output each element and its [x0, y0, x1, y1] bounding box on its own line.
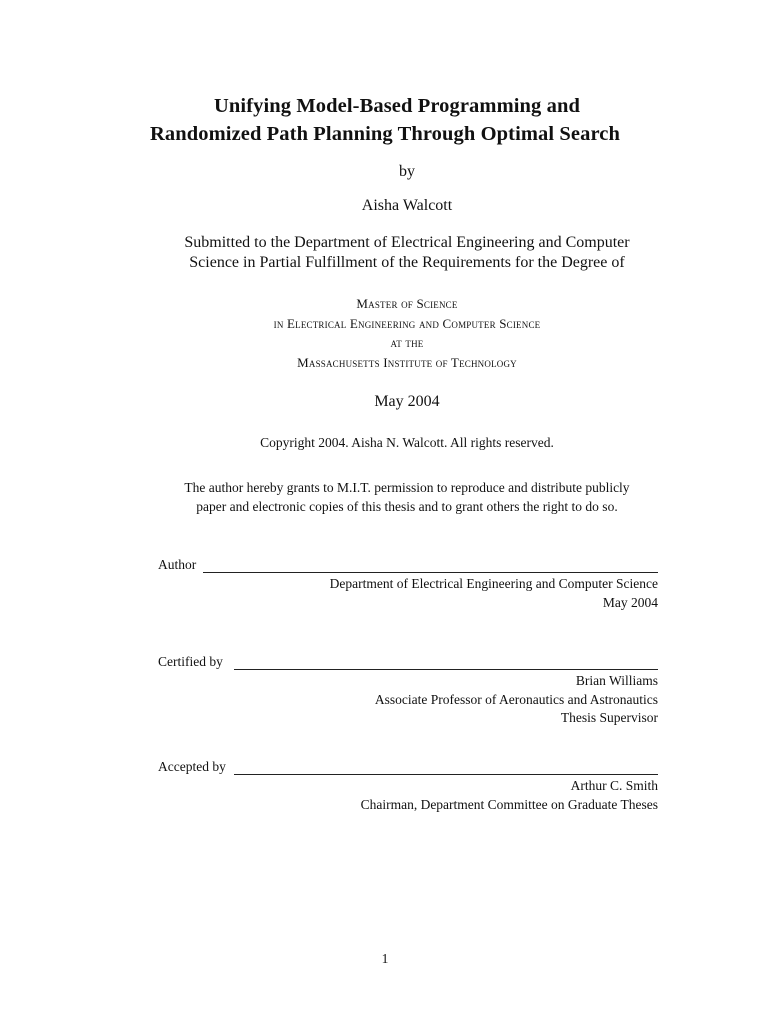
thesis-title-line-2: Randomized Path Planning Through Optimal Search [149, 123, 621, 145]
author-signature-line [203, 572, 658, 573]
author-name: Aisha Walcott [361, 197, 453, 214]
degree-institution: Massachusetts Institute of Technology [297, 354, 517, 370]
chairman-title: Chairman, Department Committee on Graduate Theses [360, 796, 658, 812]
grant-line-1: The author hereby grants to M.I.T. permission to reproduce and distribute publicly [184, 480, 630, 495]
supervisor-role: Thesis Supervisor [560, 710, 658, 725]
supervisor-name: Brian Williams [575, 673, 658, 688]
certified-signature-line [234, 669, 658, 670]
author-details [158, 575, 658, 612]
certified-details [158, 672, 658, 728]
submission-statement [100, 233, 714, 273]
accepted-details [158, 777, 658, 814]
certified-signature-row [158, 654, 658, 672]
certified-label: Certified by [158, 654, 223, 669]
author-signature-row [158, 557, 658, 575]
by-text: by [399, 163, 415, 180]
certified-signature-block [158, 654, 658, 728]
author-label: Author [158, 557, 197, 572]
degree-block [100, 294, 714, 372]
page-number: 1 [381, 951, 389, 966]
copyright-notice: Copyright 2004. Aisha N. Walcott. All rights reserved. [260, 435, 554, 450]
thesis-title [100, 92, 670, 148]
degree-field: in Electrical Engineering and Computer Science [273, 315, 541, 331]
author-department: Department of Electrical Engineering and Computer Science [329, 576, 658, 591]
author-date: May 2004 [602, 594, 658, 610]
supervisor-title: Associate Professor of Aeronautics and Astronautics [374, 691, 658, 707]
permission-grant [100, 478, 714, 516]
accepted-label: Accepted by [158, 759, 226, 774]
submission-line-1: Submitted to the Department of Electrical Engineering and Computer [184, 234, 630, 251]
thesis-title-line-1: Unifying Model-Based Programming and [214, 95, 580, 117]
degree-name: Master of Science [356, 296, 458, 311]
accepted-signature-line [234, 774, 658, 775]
accepted-signature-block [158, 759, 658, 814]
submission-line-2: Science in Partial Fulfillment of the Requirements for the Degree of [189, 254, 625, 271]
thesis-date: May 2004 [374, 393, 440, 410]
author-signature-block [158, 557, 658, 612]
accepted-signature-row [158, 759, 658, 777]
grant-line-2: paper and electronic copies of this thesis and to grant others the right to do so. [196, 499, 618, 514]
chairman-name: Arthur C. Smith [570, 778, 658, 793]
degree-at: at the [390, 335, 424, 350]
